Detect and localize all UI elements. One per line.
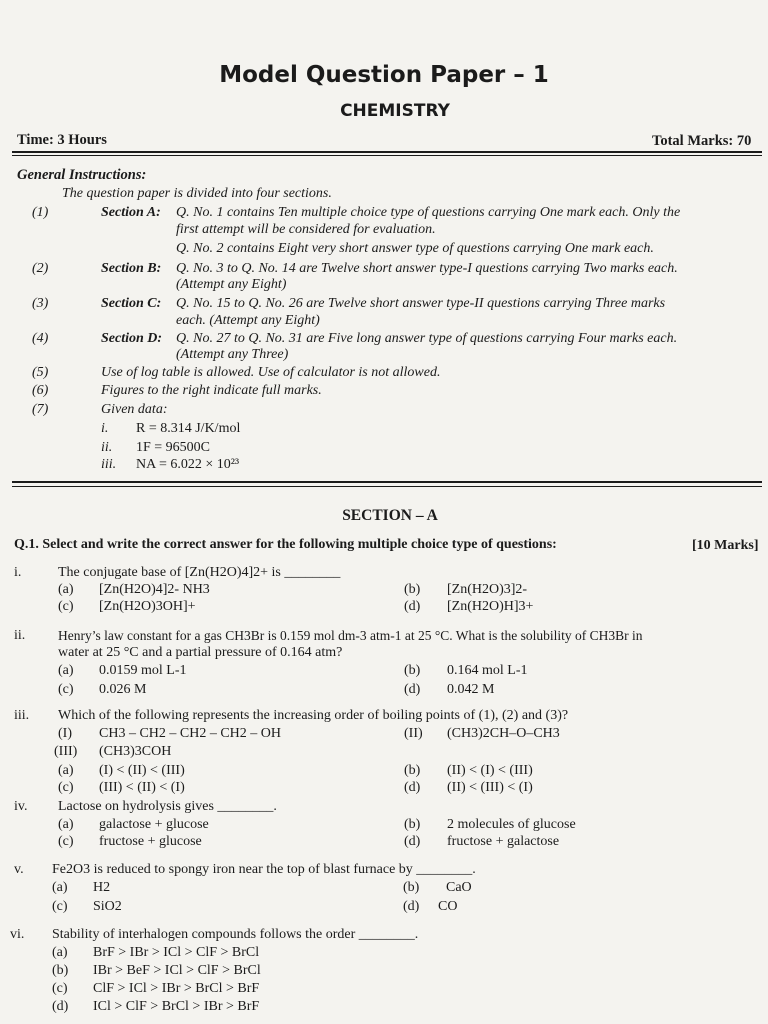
instruction-num: (1) [32, 205, 49, 220]
option-text: (II) < (I) < (III) [447, 763, 533, 778]
instruction-line: Q. No. 15 to Q. No. 26 are Twelve short answer type-II questions carrying Three marks [176, 296, 666, 311]
option-label: (a) [58, 582, 74, 597]
option-text: SiO2 [93, 899, 122, 914]
option-label: (d) [403, 899, 420, 914]
option-label: (a) [58, 763, 74, 778]
section-divider-thin [12, 486, 762, 487]
question-number: iii. [14, 708, 30, 723]
option-text: galactose + glucose [99, 817, 209, 832]
question-text: water at 25 °C and a partial pressure of 0.164 atm? [58, 645, 343, 660]
instruction-num: (7) [32, 402, 49, 417]
option-label: (a) [58, 663, 74, 678]
option-label: (c) [58, 599, 74, 614]
given-value: NA = 6.022 × 10²³ [136, 457, 240, 472]
paper-title: Model Question Paper – 1 [219, 62, 549, 88]
option-label: (b) [404, 663, 421, 678]
instruction-section-label: Section C: [101, 296, 162, 311]
option-text: fructose + galactose [447, 834, 560, 849]
instruction-line: Q. No. 1 contains Ten multiple choice type of questions carrying One mark each. Only the [176, 205, 681, 220]
option-label: (a) [58, 817, 74, 832]
compound-formula: CH3 – CH2 – CH2 – CH2 – OH [99, 726, 282, 741]
option-label: (a) [52, 880, 68, 895]
instruction-section-label: Section A: [101, 205, 161, 220]
question-number: iv. [14, 799, 28, 814]
header-divider [12, 151, 762, 153]
option-text: H2 [93, 880, 111, 895]
question-marks: [10 Marks] [692, 538, 759, 553]
compound-label: (I) [58, 726, 72, 741]
instruction-line: (Attempt any Three) [176, 347, 289, 362]
instruction-section-label: Section D: [101, 331, 163, 346]
instruction-line: Q. No. 2 contains Eight very short answer type of questions carrying One mark each. [176, 241, 654, 256]
option-text: (I) < (II) < (III) [99, 763, 185, 778]
instruction-num: (3) [32, 296, 49, 311]
instruction-num: (4) [32, 331, 49, 346]
given-value: 1F = 96500C [136, 440, 211, 455]
given-num: iii. [101, 457, 117, 472]
option-label: (d) [404, 834, 421, 849]
option-text: 2 molecules of glucose [447, 817, 576, 832]
option-label: (b) [52, 963, 69, 978]
instruction-line: Q. No. 3 to Q. No. 14 are Twelve short answer type-I questions carrying Two marks each. [176, 261, 678, 276]
option-text: IBr > BeF > ICl > ClF > BrCl [93, 963, 261, 978]
question-text: Henry’s law constant for a gas CH3Br is 0.159 mol dm-3 atm-1 at 25 °C. What is the solubility of CH3Br in [58, 628, 643, 643]
instructions-intro: The question paper is divided into four sections. [62, 186, 332, 201]
instruction-line: Use of log table is allowed. Use of calculator is not allowed. [101, 365, 441, 380]
compound-label: (III) [54, 744, 78, 759]
option-text: (II) < (III) < (I) [447, 780, 533, 795]
question-heading: Q.1. Select and write the correct answer for the following multiple choice type of questions: [14, 537, 557, 552]
option-label: (a) [52, 945, 68, 960]
section-title: SECTION – A [342, 507, 438, 524]
given-num: i. [101, 421, 109, 436]
instruction-section-label: Section B: [101, 261, 162, 276]
option-text: [Zn(H2O)3]2- [447, 582, 528, 597]
option-text: ICl > ClF > BrCl > IBr > BrF [93, 999, 260, 1014]
option-text: (III) < (II) < (I) [99, 780, 185, 795]
question-number: ii. [14, 628, 26, 643]
option-label: (d) [52, 999, 69, 1014]
option-label: (b) [404, 817, 421, 832]
instruction-line: each. (Attempt any Eight) [176, 313, 320, 328]
option-text: [Zn(H2O)3OH]+ [99, 599, 196, 614]
option-text: [Zn(H2O)4]2- NH3 [99, 582, 210, 597]
option-label: (d) [404, 599, 421, 614]
instruction-line: (Attempt any Eight) [176, 277, 287, 292]
option-text: BrF > IBr > ICl > ClF > BrCl [93, 945, 260, 960]
instruction-line: Given data: [101, 402, 168, 417]
section-divider [12, 481, 762, 483]
option-text: CaO [446, 880, 472, 895]
instruction-line: Q. No. 27 to Q. No. 31 are Five long answer type of questions carrying Four marks each. [176, 331, 678, 346]
instruction-num: (2) [32, 261, 49, 276]
question-text: The conjugate base of [Zn(H2O)4]2+ is ________ [58, 565, 341, 580]
compound-formula: (CH3)3COH [99, 744, 172, 759]
option-text: 0.164 mol L-1 [447, 663, 528, 678]
instruction-num: (5) [32, 365, 49, 380]
question-number: v. [14, 862, 24, 877]
instruction-line: first attempt will be considered for evaluation. [176, 222, 436, 237]
question-number: i. [14, 565, 22, 580]
compound-label: (II) [404, 726, 423, 741]
option-text: fructose + glucose [99, 834, 202, 849]
question-text: Fe2O3 is reduced to spongy iron near the top of blast furnace by ________. [52, 862, 476, 877]
time-label: Time: 3 Hours [17, 132, 107, 148]
option-text: 0.042 M [447, 682, 495, 697]
given-num: ii. [101, 440, 113, 455]
option-label: (c) [58, 780, 74, 795]
option-text: ClF > ICl > IBr > BrCl > BrF [93, 981, 260, 996]
instructions-heading: General Instructions: [17, 167, 147, 183]
given-value: R = 8.314 J/K/mol [136, 421, 241, 436]
option-label: (c) [52, 899, 68, 914]
option-text: [Zn(H2O)H]3+ [447, 599, 534, 614]
option-label: (d) [404, 682, 421, 697]
total-marks-label: Total Marks: 70 [652, 133, 752, 149]
option-label: (b) [404, 582, 421, 597]
option-label: (c) [58, 834, 74, 849]
option-text: CO [438, 899, 458, 914]
subject-title: CHEMISTRY [340, 101, 450, 121]
instruction-num: (6) [32, 383, 49, 398]
option-label: (b) [403, 880, 420, 895]
option-text: 0.0159 mol L-1 [99, 663, 187, 678]
question-text: Which of the following represents the increasing order of boiling points of (1), (2) and (3)? [58, 708, 569, 723]
instruction-line: Figures to the right indicate full marks. [101, 383, 322, 398]
option-label: (b) [404, 763, 421, 778]
header-divider-thin [12, 155, 762, 156]
option-text: 0.026 M [99, 682, 147, 697]
question-text: Stability of interhalogen compounds follows the order ________. [52, 927, 419, 942]
question-text: Lactose on hydrolysis gives ________. [58, 799, 277, 814]
compound-formula: (CH3)2CH–O–CH3 [447, 726, 560, 741]
option-label: (d) [404, 780, 421, 795]
option-label: (c) [52, 981, 68, 996]
question-number: vi. [10, 927, 25, 942]
option-label: (c) [58, 682, 74, 697]
